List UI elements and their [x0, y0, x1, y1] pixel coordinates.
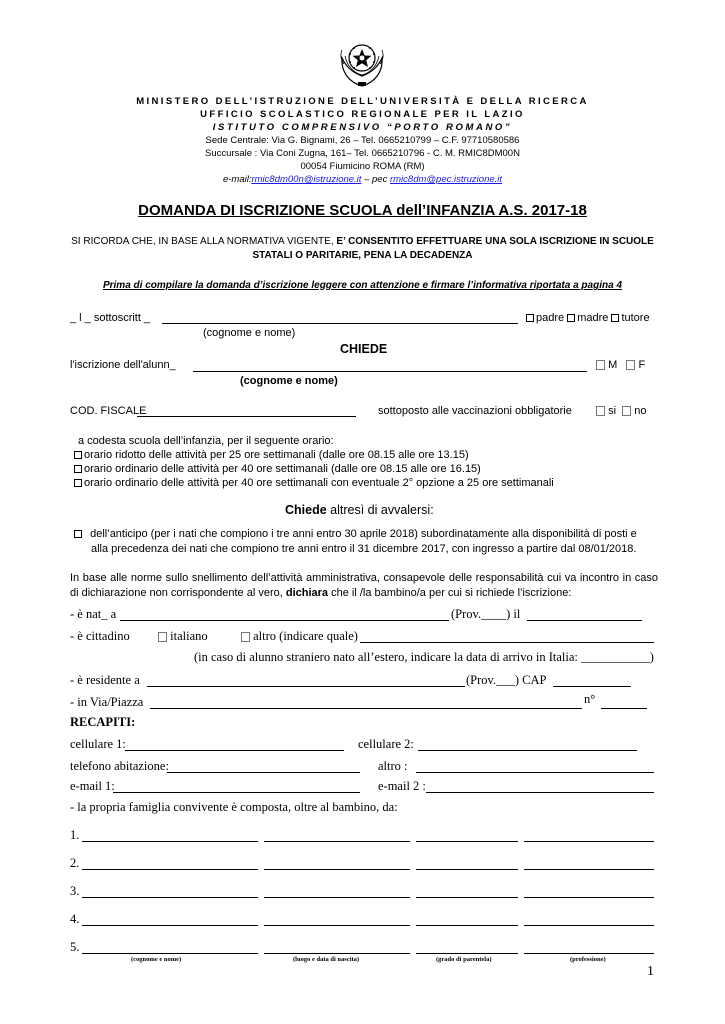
guardian-checkbox[interactable] — [611, 314, 619, 322]
chiede-rest: altresì di avvalersi: — [326, 503, 434, 517]
cell2-field[interactable] — [418, 750, 637, 751]
schedule-3-label: orario ordinario delle attività per 40 ore settimanali con eventuale 2° opzione a 25 ore settimanali — [84, 477, 554, 489]
family-5-job-field[interactable] — [524, 953, 654, 954]
email1-label: e-mail 1: — [70, 779, 115, 793]
female-label: F — [638, 359, 646, 371]
email-line — [0, 174, 725, 185]
mother-label: madre — [577, 312, 609, 324]
born-prov-label: (Prov.____) il — [451, 607, 521, 621]
school-name: ISTITUTO COMPRENSIVO “PORTO ROMANO” — [212, 122, 513, 133]
caption-profession: (professione) — [570, 956, 606, 963]
email1-field[interactable] — [113, 792, 360, 793]
father-label: padre — [536, 312, 565, 324]
address-main: Sede Centrale: Via G. Bignami, 26 – Tel. 0665210799 – C.F. 97710580586 — [205, 135, 520, 146]
family-1-name-field[interactable] — [82, 841, 258, 842]
family-1-job-field[interactable] — [524, 841, 654, 842]
gender-options — [596, 359, 645, 371]
family-3-birth-field[interactable] — [264, 897, 410, 898]
family-3-relation-field[interactable] — [416, 897, 518, 898]
family-4-birth-field[interactable] — [264, 925, 410, 926]
father-checkbox[interactable] — [526, 314, 534, 322]
family-1-relation-field[interactable] — [416, 841, 518, 842]
family-5-name-field[interactable] — [82, 953, 258, 954]
chiede-bold: Chiede — [285, 503, 327, 517]
contacts-heading: RECAPITI: — [70, 715, 136, 729]
family-intro: - la propria famiglia convivente è composta, oltre al bambino, da: — [70, 800, 398, 814]
birth-date-field[interactable] — [527, 620, 642, 621]
republic-emblem-icon — [336, 36, 388, 90]
pupil-name-field[interactable] — [193, 371, 587, 372]
vaccination-label: sottoposto alle vaccinazioni obbligatorie — [378, 405, 572, 417]
schedule-1-label: orario ridotto delle attività per 25 ore settimanali (dalle ore 08.15 alle ore 13.15) — [84, 449, 469, 461]
schedule-2-checkbox[interactable] — [74, 465, 82, 473]
email2-field[interactable] — [426, 792, 654, 793]
fiscal-code-label: COD. FISCALE — [70, 405, 147, 417]
family-3-name-field[interactable] — [82, 897, 258, 898]
email2-label: e-mail 2 : — [378, 779, 426, 793]
anticipo-line-2: alla precedenza dei nati che compiono tre anni entro il 31 dicembre 2017, con ingresso a partire dal 08/01/2018. — [91, 543, 637, 555]
anticipo-checkbox[interactable] — [74, 530, 82, 538]
vaccinated-no-checkbox[interactable] — [622, 406, 631, 416]
vaccinated-yes-checkbox[interactable] — [596, 406, 605, 416]
caption-relation: (grado di parentela) — [436, 956, 492, 963]
declaration-paragraph — [70, 571, 658, 601]
notice-bold-1: E’ CONSENTITO EFFETTUARE UNA SOLA ISCRIZIONE IN SCUOLE — [333, 236, 654, 247]
female-checkbox[interactable] — [626, 360, 635, 370]
declaration-bold: dichiara — [282, 587, 329, 599]
residence-prov-cap-label: (Prov.___) CAP — [466, 673, 547, 687]
applicant-name-caption: (cognome e nome) — [203, 327, 296, 339]
other-phone-field[interactable] — [416, 772, 654, 773]
email-prefix: e-mail: — [222, 174, 252, 185]
italian-checkbox[interactable] — [158, 632, 167, 642]
applicant-label: _ l _ sottoscritt _ — [70, 312, 151, 324]
schedule-intro: a codesta scuola dell’infanzia, per il seguente orario: — [78, 435, 334, 447]
other-phone-label: altro : — [378, 759, 408, 773]
family-row-4-number: 4. — [70, 912, 80, 926]
born-at-label: - è nat_ a — [70, 607, 117, 621]
fiscal-code-field[interactable] — [137, 416, 356, 417]
other-citizenship-field[interactable] — [360, 642, 654, 643]
family-row-3-number: 3. — [70, 884, 80, 898]
street-number-field[interactable] — [601, 708, 647, 709]
family-2-job-field[interactable] — [524, 869, 654, 870]
family-4-job-field[interactable] — [524, 925, 654, 926]
anticipo-text-1: dell’anticipo (per i nati che compiono i tre anni entro 30 aprile 2018) subordinatamente alla disponibilità di posti e — [90, 528, 637, 540]
declaration-after: che il /la bambino/a per cui si richiede l’iscrizione: — [328, 587, 572, 599]
family-5-relation-field[interactable] — [416, 953, 518, 954]
vaccination-options — [596, 405, 646, 417]
declaration-before: In base alle norme sullo snellimento dell’attività amministrativa, consapevole delle responsabilità cui va incontro in caso di dichiarazione non corrispondente al vero, — [70, 572, 658, 599]
citizen-label: - è cittadino — [70, 629, 130, 643]
family-5-birth-field[interactable] — [264, 953, 410, 954]
street-number-label: n° — [584, 692, 596, 706]
schedule-3-checkbox[interactable] — [74, 479, 82, 487]
guardian-label: tutore — [621, 312, 650, 324]
vaccinated-yes-label: si — [608, 405, 617, 417]
pec-email-link[interactable]: rmic8dm@pec.istruzione.it — [389, 174, 503, 185]
street-label: - in Via/Piazza — [70, 695, 144, 709]
residence-city-field[interactable] — [147, 686, 465, 687]
cell1-field[interactable] — [125, 750, 344, 751]
caption-name: (cognome e nome) — [131, 956, 182, 963]
birthplace-field[interactable] — [120, 620, 449, 621]
chiede-heading: CHIEDE — [340, 342, 388, 356]
vaccinated-no-label: no — [634, 405, 647, 417]
caption-birth: (luogo e data di nascita) — [293, 956, 360, 963]
family-row-5-number: 5. — [70, 940, 80, 954]
regional-office: UFFICIO SCOLASTICO REGIONALE PER IL LAZIO — [200, 109, 525, 120]
notice-line-2: STATALI O PARITARIE, PENA LA DECADENZA — [252, 250, 473, 261]
home-phone-field[interactable] — [167, 772, 360, 773]
schedule-1-checkbox[interactable] — [74, 451, 82, 459]
page-title: DOMANDA DI ISCRIZIONE SCUOLA dell’INFANZIA A.S. 2017-18 — [138, 202, 587, 219]
male-label: M — [608, 359, 618, 371]
family-1-birth-field[interactable] — [264, 841, 410, 842]
other-citizenship-checkbox[interactable] — [241, 632, 250, 642]
notice-plain: SI RICORDA CHE, IN BASE ALLA NORMATIVA VIGENTE, — [71, 236, 334, 247]
street-field[interactable] — [150, 708, 582, 709]
resident-label: - è residente a — [70, 673, 140, 687]
schedule-option-1 — [74, 449, 469, 461]
address-city: 00054 Fiumicino ROMA (RM) — [300, 161, 425, 172]
schedule-option-2 — [74, 463, 481, 475]
cap-field[interactable] — [553, 686, 631, 687]
family-2-name-field[interactable] — [82, 869, 258, 870]
schedule-2-label: orario ordinario delle attività per 40 ore settimanali (dalle ore 08.15 alle ore 16.15) — [84, 463, 481, 475]
enrol-label: l'iscrizione dell'alunn_ — [70, 359, 176, 371]
cell1-label: cellulare 1: — [70, 737, 126, 751]
page-number: 1 — [647, 964, 654, 979]
family-4-relation-field[interactable] — [416, 925, 518, 926]
foreign-arrival-note: (in caso di alunno straniero nato all’estero, indicare la data di arrivo in Italia: ___________) — [194, 650, 654, 664]
email-separator: – pec — [361, 174, 390, 185]
family-4-name-field[interactable] — [82, 925, 258, 926]
family-3-job-field[interactable] — [524, 897, 654, 898]
other-citizenship-label: altro (indicare quale) — [253, 629, 358, 643]
applicant-name-field[interactable] — [162, 323, 518, 324]
school-email-link[interactable]: rmic8dm00n@istruzione.it — [251, 174, 362, 185]
anticipo-line-1 — [74, 528, 637, 540]
italian-label: italiano — [170, 629, 208, 643]
additional-request-heading — [285, 503, 434, 517]
family-2-relation-field[interactable] — [416, 869, 518, 870]
role-options — [526, 312, 650, 324]
italian-option — [158, 629, 208, 644]
mother-checkbox[interactable] — [567, 314, 575, 322]
ministry-name: MINISTERO DELL’ISTRUZIONE DELL’UNIVERSITÀ E DELLA RICERCA — [136, 96, 589, 107]
male-checkbox[interactable] — [596, 360, 605, 370]
schedule-option-3 — [74, 477, 554, 489]
address-branch: Succursale : Via Coni Zugna, 161– Tel. 0665210796 - C. M. RMIC8DM00N — [205, 148, 520, 159]
family-row-2-number: 2. — [70, 856, 80, 870]
family-2-birth-field[interactable] — [264, 869, 410, 870]
home-phone-label: telefono abitazione: — [70, 759, 169, 773]
notice-line-1 — [0, 236, 725, 247]
family-row-1-number: 1. — [70, 828, 80, 842]
other-citizenship-option — [241, 629, 358, 644]
cell2-label: cellulare 2: — [358, 737, 414, 751]
pupil-name-caption: (cognome e nome) — [240, 375, 338, 387]
instruction-note: Prima di compilare la domanda d’iscrizione leggere con attenzione e firmare l’informativa riportata a pagina 4 — [102, 280, 623, 291]
